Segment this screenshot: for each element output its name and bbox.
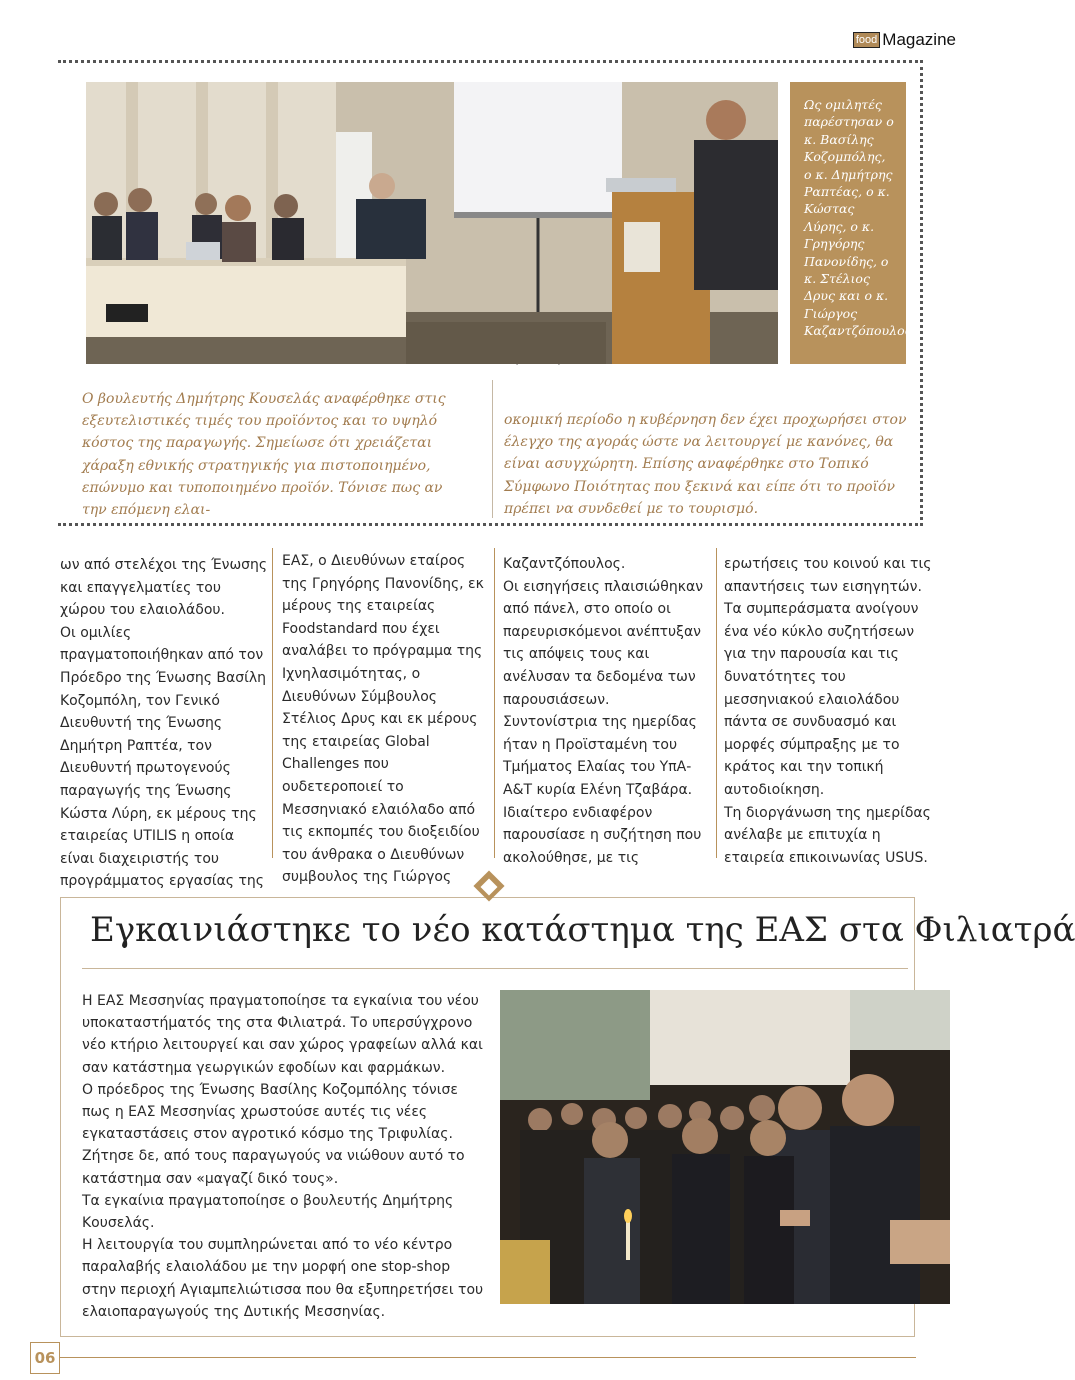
- brand-logo-mark: food: [853, 32, 880, 48]
- article-column-2: ΕΑΣ, ο Διευθύνων εταίρος της Γρηγόρης Πανονίδης, εκ μέρους της εταιρείας Foodstandard που έχει αναλάβει το πρόγραμμα της Ιχνηλασιμότητας, ο Διευθύνων Σύμβουλος Στέλιος Δρυς και εκ μέρους της εταιρείας Global Challenges που ουδετεροποιεί το Μεσσηνιακό ελαιόλαδο από τις εκπομπές του διοξειδίου του άνθρακα ο Διευθύνων συμβουλος της Γιώργος: [282, 553, 484, 886]
- conference-photo-illustration: [86, 82, 778, 364]
- article-column-3: Καζαντζόπουλος. Οι εισηγήσεις πλαισιώθηκαν από πάνελ, στο οποίο οι παρευρισκόμενοι ανέπτυξαν τις απόψεις τους και ανέλυσαν τα δεδομένα των παρουσιάσεων. Συντονίστρια της ημερίδας ήταν η Προϊσταμένη του Τμήματος Ελαίας του ΥπΑ-Α&Τ κυρία Ελένη Τζαβάρα. Ιδιαίτερο ενδιαφέρον παρουσίασε η συζήτηση που ακολούθησε, με τις: [503, 556, 704, 866]
- column-divider: [272, 548, 273, 858]
- conference-photo: [86, 82, 778, 364]
- article-column-4: ερωτήσεις του κοινού και τις απαντήσεις των εισηγητών. Τα συμπεράσματα ανοίγουν ένα νέο κύκλο συζητήσεων για την παρουσία και τις δυνατότητες του μεσσηνιακού ελαιολάδου πάντα σε συνδυασμό και μορφές σύμπραξης με το κράτος και την τοπική αυτοδιοίκηση. Τη διοργάνωση της ημερίδας ανέλαβε με επιτυχία η εταιρεία επικοινωνίας USUS.: [724, 556, 932, 866]
- lead-paragraph-left: Ο βουλευτής Δημήτρης Κουσελάς αναφέρθηκε στις εξευτελιστικές τιμές του προϊόντος και το υψηλό κόστος της παραγωγής. Σημείωσε ότι χρειάζεται χάραξη εθνικής στρατηγικής για πιστοποιημένο, επώνυμο και τυποποιημένο προϊόν. Τόνισε πως αν την επόμενη ελαι-: [82, 391, 446, 519]
- store-opening-photo-illustration: [500, 990, 950, 1304]
- brand-name: Magazine: [882, 30, 956, 49]
- article-2-body: Η ΕΑΣ Μεσσηνίας πραγματοποίησε τα εγκαίνια του νέου υποκαταστήματός της στα Φιλιατρά. Το υπερσύγχρονο νέο κτήριο λειτουργεί και σαν χώρος γραφείων αλλά και σαν κατάστημα γεωργικών εφοδίων και φαρμάκων. Ο πρόεδρος της Ένωσης Βασίλης Κοζομπόλης τόνισε πως η ΕΑΣ Μεσσηνίας χρωστούσε αυτές τις νέες εγκαταστάσεις στον αγροτικό κόσμο της Τριφυλίας. Ζήτησε δε, από τους παραγωγούς να νιώθουν αυτό το κατάστημα σαν «μαγαζί δικό τους». Τα εγκαίνια πραγματοποίησε ο βουλευτής Δημήτρης Κουσελάς. Η λειτουργία του συμπληρώνεται από το νέο κέντρο παραλαβής ελαιολάδου με την μορφή one stop-shop στην περιοχή Αγιαμπελιώτισσα που θα εξυπηρετήσει του ελαιοπαραγωγούς της Δυτικής Μεσσηνίας.: [82, 993, 484, 1320]
- lead-divider: [492, 380, 493, 518]
- photo-caption-box: [790, 82, 916, 364]
- footer-rule: [60, 1357, 916, 1358]
- column-divider: [716, 548, 717, 858]
- store-opening-photo: [500, 990, 950, 1304]
- page-number: 06: [30, 1342, 60, 1374]
- article-column-1: ων από στελέχοι της Ένωσης και επαγγελματίες του χώρου του ελαιολάδου. Οι ομιλίες πραγματοποιήθηκαν από τον Πρόεδρο της Ένωσης Βασίλη Κοζομπόλη, τον Γενικό Διευθυντή της Ένωσης Δημήτρη Ραπτέα, τον Διευθυντή πρωτογενούς παραγωγής της Ένωσης Κώστα Λύρη, εκ μέρους της εταιρείας UTILIS η οποία είναι διαχειριστής του προγράμματος εργασίας της: [60, 557, 268, 890]
- photo-caption: Ως ομιλητές παρέστησαν ο κ. Βασίλης Κοζομπόλης, ο κ. Δημήτρης Ραπτέας, ο κ. Κώστας Λύρης, ο κ. Γρηγόρης Πανονίδης, ο κ. Στέλιος Δρυς και ο κ. Γιώργος Καζαντζόπουλος.: [804, 97, 916, 339]
- magazine-brand: [853, 30, 956, 50]
- lead-paragraph-right: οκομική περίοδο η κυβέρνηση δεν έχει προχωρήσει στον έλεγχο της αγοράς ώστε να λειτουργεί με κανόνες, θα είναι ασυγχώρητη. Επίσης αναφέρθηκε στο Τοπικό Σύμφωνο Ποιότητας που ξεκινά και είπε ότι το προϊόν πρέπει να συνδεθεί με το τουρισμό.: [504, 412, 907, 517]
- headline-rule: [82, 968, 908, 969]
- column-divider: [494, 548, 495, 858]
- article-2-headline: Εγκαινιάστηκε το νέο κατάστημα της ΕΑΣ στα Φιλιατρά: [90, 910, 1075, 950]
